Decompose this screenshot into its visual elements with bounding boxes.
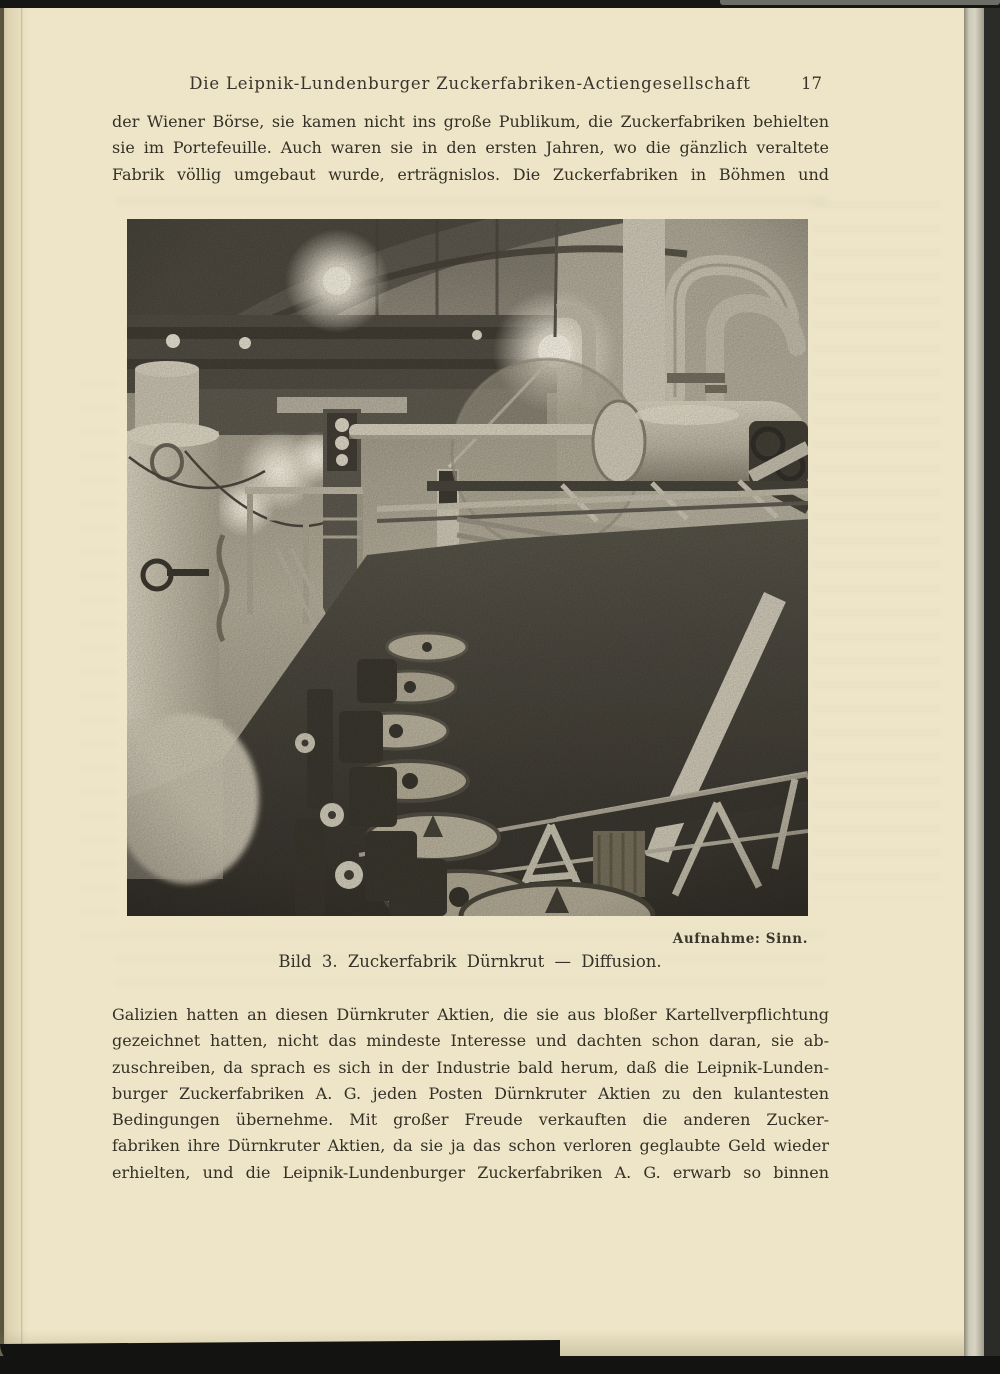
- text-line: erhielten, und die Leipnik-Lundenburger Zuckerfabriken A. G. erwarb so binnen: [112, 1162, 829, 1182]
- text-line: sie im Portefeuille. Auch waren sie in den ersten Jahren, wo die gänzlich veraltete: [112, 138, 829, 158]
- gutter-shade: [0, 7, 30, 1356]
- figure: [127, 219, 808, 916]
- text-line: Fabrik völlig umgebaut wurde, erträgnislos. Die Zuckerfabriken in Böhmen und: [112, 164, 829, 184]
- scan-background-top-gray: [720, 0, 1000, 5]
- gutter-fold-line: [21, 7, 23, 1356]
- factory-interior-photo: [127, 219, 808, 916]
- text-line: burger Zuckerfabriken A. G. jeden Posten Dürnkruter Aktien zu den kulantesten: [112, 1083, 829, 1103]
- scan-background-right: [984, 0, 1000, 1374]
- photo-credit: Aufnahme: Sinn.: [672, 931, 808, 947]
- running-head: [112, 74, 828, 93]
- text-line: gezeichnet hatten, nicht das mindeste Interesse und dachten schon daran, sie ab-: [112, 1031, 829, 1051]
- text-line: zuschreiben, da sprach es sich in der Industrie bald herum, daß die Leipnik-Lunden-: [112, 1057, 829, 1077]
- figure-caption: Bild 3. Zuckerfabrik Dürnkrut — Diffusion.: [278, 952, 662, 971]
- chapter-title: Die Leipnik-Lundenburger Zuckerfabriken-Actiengesellschaft: [189, 74, 751, 93]
- scan-background-bottom: [0, 1356, 1000, 1374]
- page-number: 17: [801, 74, 822, 93]
- left-page-edge: [0, 7, 4, 1356]
- paragraph-bottom: [112, 1002, 829, 1186]
- book-pages-edge: [964, 8, 984, 1360]
- paragraph-top: [112, 109, 829, 188]
- text-line: Bedingungen übernehme. Mit großer Freude verkauften die anderen Zucker-: [112, 1110, 829, 1130]
- text-line: fabriken ihre Dürnkruter Aktien, da sie ja das schon verloren geglaubte Geld wieder: [112, 1136, 829, 1156]
- text-line: Galizien hatten an diesen Dürnkruter Aktien, die sie aus bloßer Kartellverpflichtung: [112, 1005, 829, 1024]
- text-line: der Wiener Börse, sie kamen nicht ins große Publikum, die Zuckerfabriken behielten: [112, 112, 829, 131]
